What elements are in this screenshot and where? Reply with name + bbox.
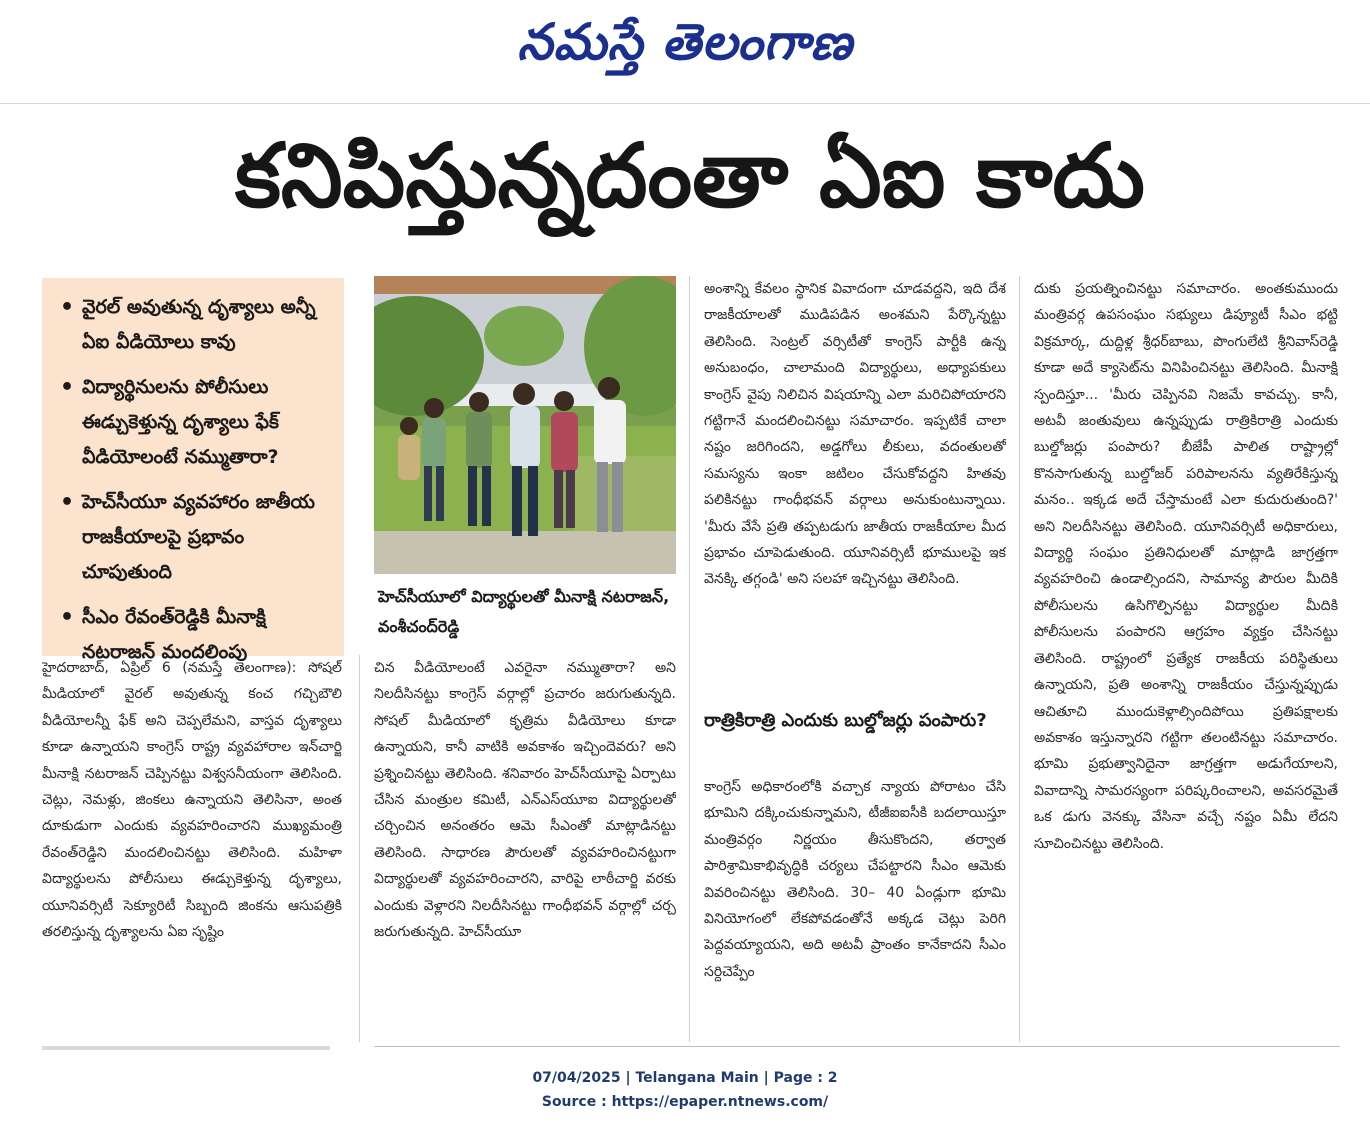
- masthead-divider: [0, 103, 1370, 104]
- highlight-text: సీఎం రేవంత్‌రెడ్డికి మీనాక్షి నటరాజన్ మందలింపు: [82, 606, 266, 663]
- bullet-icon: •: [60, 295, 75, 320]
- article-column-4: కాంగ్రెస్ అధికారంలోకి వచ్చాక న్యాయ పోరాటం చేసి భూమిని దక్కించుకున్నామని, టీజీఐఐసీకి బదలాయిస్తూ మంత్రివర్గం నిర్ణయం తీసుకొందని, తర్వాత పారిశ్రామికాభివృద్ధికి చర్యలు చేపట్టారని సీఎం ఆమెకు వివరించినట్టు తెలిసింది. 30– 40 ఏండ్లుగా భూమి వినియోగంలో లేకపోవడంతోనే అక్కడ చెట్లు పెరిగి పెద్దవయ్యాయని, అది అటవీ ప్రాంతం కానేకాదని సీఎం సర్దిచెప్పేం: [704, 779, 1006, 980]
- news-photo: [374, 276, 676, 574]
- highlight-text: విద్యార్థినులను పోలీసులు ఈడ్చుకెళ్తున్న దృశ్యాలు ఫేక్ వీడియోలంటే నమ్ముతారా?: [82, 376, 279, 468]
- source-link[interactable]: Source : https://epaper.ntnews.com/: [541, 1094, 829, 1110]
- bullet-icon: •: [60, 605, 75, 630]
- headline: కనిపిస్తున్నదంతా ఏఐ కాదు: [234, 124, 1146, 227]
- article-column-3: అంశాన్ని కేవలం స్థానిక వివాదంగా చూడవద్దని, ఇది దేశ రాజకీయాలతో ముడిపడిన అంశమని పేర్కొన్నట్టు తెలిసింది. సెంట్రల్ వర్సిటీతో కాంగ్రెస్ పార్టీకి ఉన్న అనుబంధం, చాలామంది విద్యార్థులు, అధ్యాపకులు కాంగ్రెస్ వైపు నిలిచిన విషయాన్ని ఎలా మరిచిపోయారని గట్టిగానే మందలించినట్టు సమాచారం. ఇప్పటికే చాలా నష్టం జరిగిందని, అడ్డగోలు లీకులు, వదంతులతో సమస్యను ఇంకా జటిలం చేసుకోవద్దని హితవు పలికినట్టు గాంధీభవన్ వర్గాలు అనుకుంటున్నాయి. 'మీరు వేసే ప్రతి తప్పటడుగు జాతీయ రాజకీయాల మీద ప్రభావం చూపెడుతుంది. యూనివర్సిటీ భూములపై ఇక వెనక్కి తగ్గండి' అని సలహా ఇచ్చినట్టు తెలిసింది.: [704, 281, 1006, 588]
- column-divider: [689, 276, 690, 1042]
- highlight-text: వైరల్ అవుతున్న దృశ్యాలు అన్నీ ఏఐ వీడియోలు కావు: [82, 296, 316, 353]
- article-column-1: హైదరాబాద్, ఏప్రిల్ 6 (నమస్తే తెలంగాణ): సోషల్ మీడియాలో వైరల్ అవుతున్న కంచ గచ్చిబౌలి వీడియోలన్నీ ఫేక్ అని చెప్పలేమని, వాస్తవ దృశ్యాలు కూడా ఉన్నాయని కాంగ్రెస్ రాష్ట్ర వ్యవహారాల ఇన్‌చార్జి మీనాక్షి నటరాజన్ చెప్పినట్టు విశ్వసనీయంగా తెలిసింది. చెట్లు, నెమళ్లు, జింకలు ఉన్నాయని తెలిసినా, అంత దూకుడుగా ఎందుకు వ్యవహరించారని ముఖ్యమంత్రి రేవంత్‌రెడ్డిని మందలించినట్టు తెలిసింది. మహిళా విద్యార్థులను పోలీసులు ఈడ్చుకెళ్తున్న దృశ్యాలు, యూనివర్సిటీ సెక్యూరిటీ సిబ్బంది జింకను ఆసుపత్రికి తరలిస్తున్న దృశ్యాలను ఏఐ సృష్టిం: [42, 660, 342, 941]
- column-divider: [359, 655, 360, 1042]
- article-bottom-rule: [374, 1046, 1340, 1047]
- highlight-text: హెచ్‌సీయూ వ్యవహారం జాతీయ రాజకీయాలపై ప్రభావం చూపుతుంది: [82, 491, 315, 583]
- highlights-box: [42, 278, 344, 663]
- article-end-rule: [42, 1046, 330, 1050]
- highlight-item: [60, 370, 330, 475]
- highlight-item: [60, 290, 330, 360]
- bullet-icon: •: [60, 375, 75, 400]
- newspaper-masthead: నమస్తే తెలంగాణ: [517, 12, 853, 71]
- subheading: రాత్రికిరాత్రి ఎందుకు బుల్డోజర్లు పంపారు?: [704, 710, 987, 731]
- edition-info: 07/04/2025 | Telangana Main | Page : 2: [532, 1070, 838, 1086]
- article-column-5: దుకు ప్రయత్నించినట్టు సమాచారం. అంతకుముందు మంత్రివర్గ ఉపసంఘం సభ్యులు డిప్యూటీ సీఎం భట్టి విక్రమార్క, దుద్దిళ్ల శ్రీధర్‌బాబు, పొంగులేటి శ్రీనివాస్‌రెడ్డి కూడా అదే క్యాసెట్‌ను వినిపించినట్టు తెలిసింది. మీనాక్షి స్పందిస్తూ... 'మీరు చెప్పినవి నిజమే కావచ్చు. కానీ, అటవీ జంతువులు ఉన్నప్పుడు రాత్రికిరాత్రి ఎందుకు బుల్డోజర్లు పంపారు? బీజేపీ పాలిత రాష్ట్రాల్లో కొనసాగుతున్న బుల్డోజర్ పరిపాలనను వ్యతిరేకిస్తున్న మనం.. ఇక్కడ అదే చేస్తామంటే ఎలా కుదురుతుంది?' అని నిలదీసినట్టు తెలిసింది. యూనివర్సిటీ అధికారులు, విద్యార్థి సంఘం ప్రతినిధులతో మాట్లాడి జాగ్రత్తగా వ్యవహరించి ఉండాల్సిందని, సామాన్య పౌరుల మీదికి పోలీసులను ఉసిగొల్పినట్టు విద్యార్థుల మీదికి పోలీసులను పంపారని ఆగ్రహం వ్యక్తం చేసినట్టు తెలిసింది. రాష్ట్రంలో ప్రత్యేక రాజకీయ పరిస్థితులు ఉన్నాయని, ప్రతి అంశాన్ని రాజకీయం చేస్తున్నప్పుడు ఆచితూచి ముందుకెళ్లాల్సిందిపోయి ప్రతిపక్షాలకు అవకాశం ఇస్తున్నారని గట్టిగా తలంటినట్టు సమాచారం. భూమి ప్రభుత్వానిదైనా జాగ్రత్తగా అడుగేయాలని, వివాదాన్ని సామరస్యంగా పరిష్కరించాలని, అవసరమైతే ఒక డుగు వెనక్కు వేసినా వచ్చే నష్టం ఏమీ లేదని సూచించినట్టు తెలిసింది.: [1034, 281, 1338, 852]
- photo-caption: హెచ్‌సీయూలో విద్యార్థులతో మీనాక్షి నటరాజన్, వంశీచంద్‌రెడ్డి: [378, 587, 670, 636]
- bullet-icon: •: [60, 490, 75, 515]
- photo-illustration: [374, 276, 676, 574]
- column-divider: [1019, 276, 1020, 1042]
- article-column-2: చిన వీడియోలంటే ఎవరైనా నమ్ముతారా? అని నిలదీసినట్టు కాంగ్రెస్ వర్గాల్లో ప్రచారం జరుగుతున్నది. సోషల్ మీడియాలో కృత్రిమ వీడియోలు కూడా ఉన్నాయని, కానీ వాటికి అవకాశం ఇచ్చిందెవరు? అని ప్రశ్నించినట్టు తెలిసింది. శనివారం హెచ్‌సీయూపై ఏర్పాటు చేసిన మంత్రుల కమిటీ, ఎన్‌ఎస్‌యూఐ విద్యార్థులతో చర్చించిన అనంతరం ఆమె సీఎంతో మాట్లాడినట్టు తెలిసింది. సాధారణ పౌరులతో వ్యవహరించినట్టుగా విద్యార్థులతో వ్యవహరించారని, వారిపై లాఠీచార్జి వరకు ఎందుకు వెళ్లారని నిలదీసినట్టు గాంధీభవన్ వర్గాల్లో చర్చ జరుగుతున్నది. హెచ్‌సీయూ: [374, 660, 676, 941]
- highlight-item: [60, 485, 330, 590]
